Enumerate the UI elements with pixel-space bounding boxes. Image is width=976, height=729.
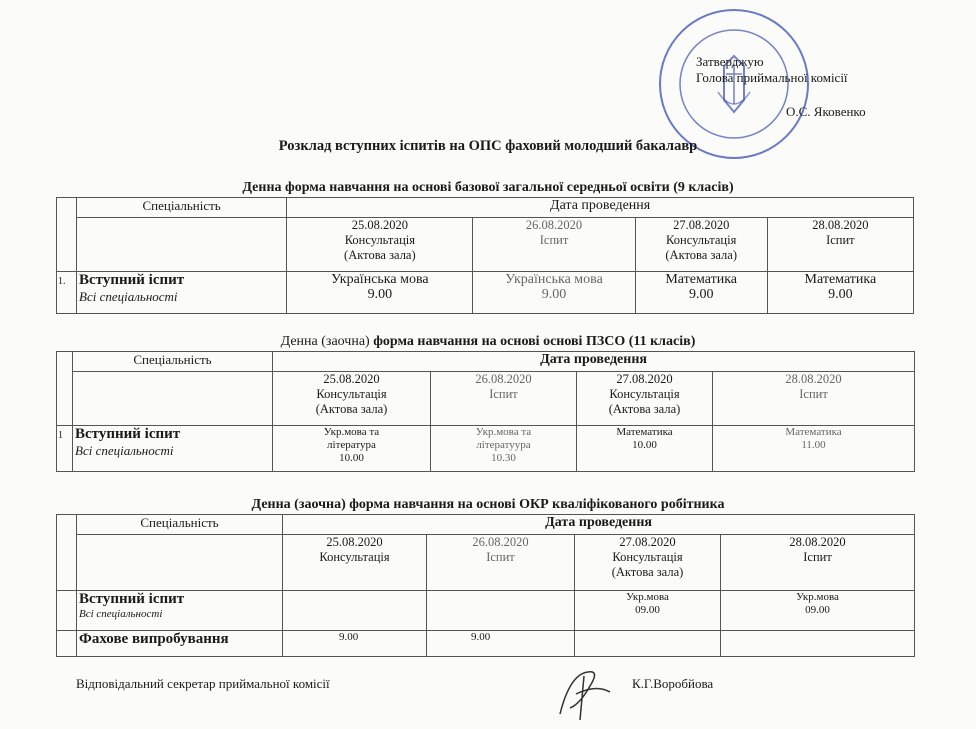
approval-line-approve: Затверджую	[696, 54, 764, 69]
schedule-table-3	[56, 514, 915, 657]
schedule-table-1	[56, 197, 914, 314]
row-number: 1	[57, 426, 73, 472]
date-cell: 28.08.2020 Іспит	[767, 218, 913, 272]
date-cell: 26.08.2020 Іспит	[473, 218, 635, 272]
col-date: Дата проведення	[283, 515, 915, 535]
signature-mark	[540, 664, 630, 724]
section-1-heading: Денна форма навчання на основі базової загальної середньої освіти (9 класів)	[242, 180, 734, 195]
approval-line-position: Голова приймальної комісії	[696, 70, 848, 85]
exam-scope: Всі спеціальності	[79, 289, 178, 304]
col-specialty: Спеціальність	[77, 198, 287, 218]
table-row: Фахове випробування 9.00 9.00	[57, 631, 915, 657]
section-2-heading: Денна (заочна) форма навчання на основі основі ПЗСО (11 класів)	[280, 334, 696, 349]
table-row: Вступний іспит Всі спеціальності Укр.мова 09.00 Укр.мова 09.00	[57, 591, 915, 631]
table-row: 1. Вступний іспит Всі спеціальності Українська мова 9.00 Українська мова 9.00 Математика 9.00 Математика 9.00	[57, 272, 914, 314]
row-number: 1.	[57, 272, 77, 314]
date-cell: 27.08.2020 Консультація (Актова зала)	[635, 218, 767, 272]
date-cell: 28.08.2020 Іспит	[721, 535, 915, 591]
date-cell: 27.08.2020 Консультація (Актова зала)	[577, 372, 713, 426]
approval-line-signatory: О.С. Яковенко	[786, 104, 866, 119]
col-specialty: Спеціальність	[73, 352, 273, 372]
col-date: Дата проведення	[287, 198, 914, 218]
date-cell: 25.08.2020 Консультація (Актова зала)	[273, 372, 431, 426]
exam-name: Вступний іспит	[75, 426, 181, 442]
date-cell: 25.08.2020 Консультація (Актова зала)	[287, 218, 473, 272]
col-specialty: Спеціальність	[77, 515, 283, 535]
section-3-heading: Денна (заочна) форма навчання на основі ОКР кваліфікованого робітника	[251, 497, 725, 512]
exam-name: Вступний іспит	[79, 272, 185, 288]
col-date: Дата проведення	[273, 352, 915, 372]
date-cell: 26.08.2020 Іспит	[431, 372, 577, 426]
footer-name: К.Г.Воробйова	[632, 676, 714, 691]
footer-role: Відповідальний секретар приймальної комісії	[76, 676, 330, 691]
date-cell: 26.08.2020 Іспит	[427, 535, 575, 591]
exam-scope: Всі спеціальності	[79, 608, 163, 620]
table-row: 1 Вступний іспит Всі спеціальності Укр.мова та література 10.00 Укр.мова та літератуура 10.30 Математика 10.00 Математика 11.00	[57, 426, 915, 472]
exam-name: Вступний іспит	[79, 591, 185, 607]
exam-scope: Всі спеціальності	[75, 443, 174, 458]
schedule-table-2	[56, 351, 915, 472]
approval-block	[696, 54, 866, 120]
exam-name: Фахове випробування	[79, 631, 229, 647]
date-cell: 28.08.2020 Іспит	[713, 372, 915, 426]
date-cell: 25.08.2020 Консультація	[283, 535, 427, 591]
date-cell: 27.08.2020 Консультація (Актова зала)	[575, 535, 721, 591]
document-title: Розклад вступних іспитів на ОПС фаховий молодший бакалавр	[278, 138, 698, 154]
